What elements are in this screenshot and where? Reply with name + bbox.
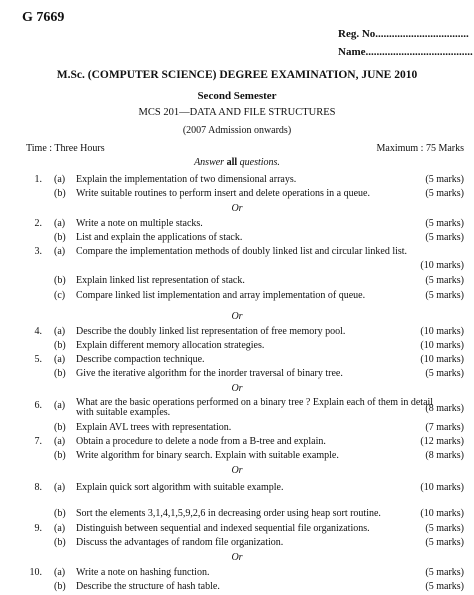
name-field: Name....................................... bbox=[338, 46, 473, 58]
marks: (5 marks) bbox=[425, 218, 464, 229]
marks: (12 marks) bbox=[420, 436, 464, 447]
marks: (5 marks) bbox=[425, 567, 464, 578]
marks: (10 marks) bbox=[420, 260, 464, 271]
max-marks-label: Maximum : 75 Marks bbox=[376, 143, 464, 154]
paper-code: G 7669 bbox=[22, 10, 65, 25]
question-text: Explain AVL trees with representation. bbox=[76, 422, 232, 433]
question-text: Write a note on multiple stacks. bbox=[76, 218, 203, 229]
part-label: (b) bbox=[54, 581, 66, 592]
question-number: 4. bbox=[34, 326, 42, 337]
marks: (10 marks) bbox=[420, 482, 464, 493]
marks: (7 marks) bbox=[425, 422, 464, 433]
part-label: (a) bbox=[54, 246, 66, 257]
question-text: Write a note on hashing function. bbox=[76, 567, 210, 578]
question-text: Describe the structure of hash table. bbox=[76, 581, 220, 592]
marks: (8 marks) bbox=[425, 450, 464, 461]
or-separator: Or bbox=[231, 311, 243, 322]
question-number: 8. bbox=[34, 482, 42, 493]
part-label: (a) bbox=[54, 567, 66, 578]
question-text: Describe the doubly linked list representation of free memory pool. bbox=[76, 326, 346, 337]
marks: (8 marks) bbox=[425, 403, 464, 414]
part-label: (b) bbox=[54, 275, 66, 286]
part-label: (a) bbox=[54, 523, 66, 534]
question-text: Explain different memory allocation strategies. bbox=[76, 340, 265, 351]
or-separator: Or bbox=[231, 383, 243, 394]
question-text-continued: with suitable examples. bbox=[76, 407, 171, 418]
part-label: (a) bbox=[54, 436, 66, 447]
question-number: 5. bbox=[34, 354, 42, 365]
or-separator: Or bbox=[231, 552, 243, 563]
question-text: Compare the implementation methods of doubly linked list and circular linked list. bbox=[76, 246, 408, 257]
part-label: (b) bbox=[54, 188, 66, 199]
marks: (5 marks) bbox=[425, 174, 464, 185]
question-number: 10. bbox=[29, 567, 42, 578]
question-text: List and explain the applications of stack. bbox=[76, 232, 243, 243]
admission-scheme: (2007 Admission onwards) bbox=[182, 125, 292, 136]
part-label: (a) bbox=[54, 326, 66, 337]
part-label: (b) bbox=[54, 232, 66, 243]
part-label: (b) bbox=[54, 340, 66, 351]
part-label: (a) bbox=[54, 218, 66, 229]
marks: (5 marks) bbox=[425, 368, 464, 379]
part-label: (a) bbox=[54, 400, 66, 411]
part-label: (b) bbox=[54, 368, 66, 379]
marks: (5 marks) bbox=[425, 275, 464, 286]
exam-title: M.Sc. (COMPUTER SCIENCE) DEGREE EXAMINATION, JUNE 2010 bbox=[56, 69, 418, 81]
question-text: Obtain a procedure to delete a node from a B-tree and explain. bbox=[76, 436, 326, 447]
semester: Second Semester bbox=[197, 90, 277, 102]
part-label: (b) bbox=[54, 508, 66, 519]
or-separator: Or bbox=[231, 465, 243, 476]
marks: (10 marks) bbox=[420, 326, 464, 337]
part-label: (c) bbox=[54, 290, 66, 301]
question-text: What are the basic operations performed on a binary tree ? Explain each of them in detail bbox=[76, 397, 434, 408]
question-text: Give the iterative algorithm for the inorder traversal of binary tree. bbox=[76, 368, 343, 379]
question-text: Explain quick sort algorithm with suitable example. bbox=[76, 482, 284, 493]
marks: (5 marks) bbox=[425, 537, 464, 548]
question-text: Write algorithm for binary search. Explain with suitable example. bbox=[76, 450, 339, 461]
part-label: (a) bbox=[54, 174, 66, 185]
question-text: Describe compaction technique. bbox=[76, 354, 205, 365]
instructions: Answer all questions. bbox=[194, 157, 280, 168]
question-number: 2. bbox=[34, 218, 42, 229]
question-text: Sort the elements 3,1,4,1,5,9,2,6 in decreasing order using heap sort routine. bbox=[76, 508, 381, 519]
marks: (5 marks) bbox=[425, 188, 464, 199]
question-text: Write suitable routines to perform insert and delete operations in a queue. bbox=[76, 188, 370, 199]
question-text: Explain the implementation of two dimensional arrays. bbox=[76, 174, 297, 185]
marks: (5 marks) bbox=[425, 523, 464, 534]
question-number: 6. bbox=[34, 400, 42, 411]
marks: (10 marks) bbox=[420, 354, 464, 365]
question-text: Explain linked list representation of stack. bbox=[76, 275, 245, 286]
question-number: 7. bbox=[34, 436, 42, 447]
question-number: 1. bbox=[34, 174, 42, 185]
question-text: Discuss the advantages of random file organization. bbox=[76, 537, 284, 548]
marks: (10 marks) bbox=[420, 508, 464, 519]
marks: (10 marks) bbox=[420, 340, 464, 351]
question-number: 3. bbox=[34, 246, 42, 257]
marks: (5 marks) bbox=[425, 232, 464, 243]
question-text: Distinguish between sequential and indexed sequential file organizations. bbox=[76, 523, 370, 534]
marks: (5 marks) bbox=[425, 290, 464, 301]
question-number: 9. bbox=[34, 523, 42, 534]
reg-no-field: Reg. No.................................. bbox=[338, 28, 469, 40]
marks: (5 marks) bbox=[425, 581, 464, 592]
course-title: MCS 201—DATA AND FILE STRUCTURES bbox=[138, 107, 336, 118]
question-text: Compare linked list implementation and array implementation of queue. bbox=[76, 290, 366, 301]
part-label: (a) bbox=[54, 482, 66, 493]
part-label: (a) bbox=[54, 354, 66, 365]
time-label: Time : Three Hours bbox=[26, 143, 105, 154]
part-label: (b) bbox=[54, 450, 66, 461]
part-label: (b) bbox=[54, 422, 66, 433]
part-label: (b) bbox=[54, 537, 66, 548]
or-separator: Or bbox=[231, 203, 243, 214]
